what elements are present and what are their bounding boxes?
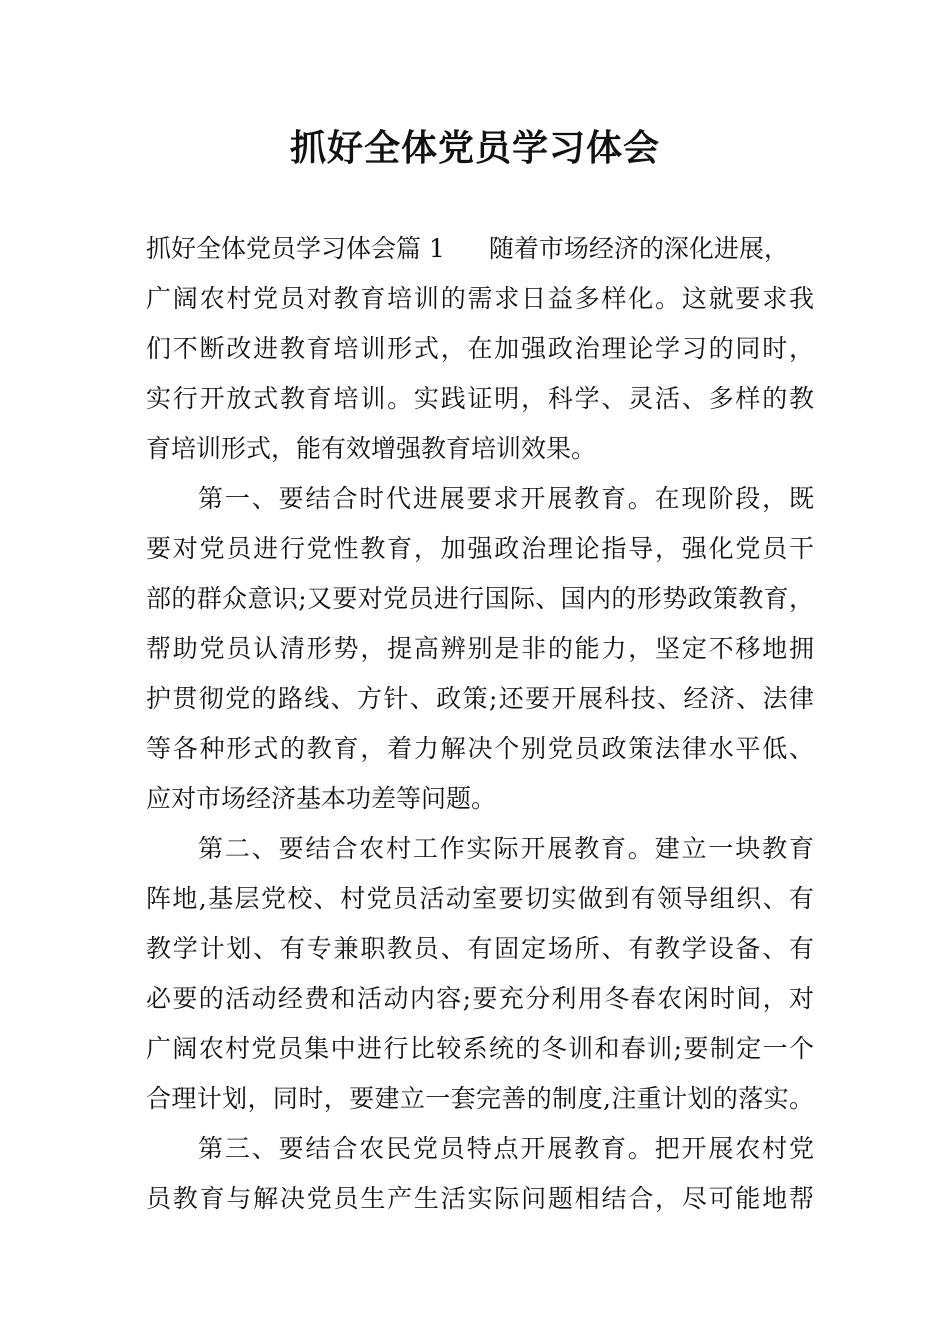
paragraph-line: 第二、要结合农村工作实际开展教育。建立一块教育 xyxy=(198,834,814,863)
document-body xyxy=(146,224,814,1224)
paragraph-line: 应对市场经济基本功差等问题。 xyxy=(146,784,497,813)
paragraph-line: 教学计划、有专兼职教员、有固定场所、有教学设备、有 xyxy=(146,934,814,963)
paragraph-line: 第三、要结合农民党员特点开展教育。把开展农村党 xyxy=(198,1134,814,1163)
paragraph-line: 帮助党员认清形势，提高辨别是非的能力，坚定不移地拥 xyxy=(146,634,814,663)
paragraph-line: 育培训形式，能有效增强教育培训效果。 xyxy=(146,434,597,463)
paragraph-line: 员教育与解决党员生产生活实际问题相结合，尽可能地帮 xyxy=(146,1184,814,1213)
paragraph-line: 部的群众意识;又要对党员进行国际、国内的形势政策教育， xyxy=(146,584,814,613)
paragraph-line: 广阔农村党员对教育培训的需求日益多样化。这就要求我 xyxy=(146,284,814,313)
paragraph-line: 等各种形式的教育，着力解决个别党员政策法律水平低、 xyxy=(146,734,814,763)
paragraph-line: 必要的活动经费和活动内容;要充分利用冬春农闲时间，对 xyxy=(146,984,814,1013)
paragraph-line xyxy=(146,224,814,274)
paragraph-line: 阵地,基层党校、村党员活动室要切实做到有领导组织、有 xyxy=(146,884,814,913)
paragraph-line: 第一、要结合时代进展要求开展教育。在现阶段，既 xyxy=(198,484,814,513)
document-title: 抓好全体党员学习体会 xyxy=(289,128,660,169)
paragraph-text: 随着市场经济的深化进展， xyxy=(488,234,789,263)
paragraph-line: 合理计划，同时，要建立一套完善的制度,注重计划的落实。 xyxy=(146,1084,814,1113)
paragraph-line: 们不断改进教育培训形式，在加强政治理论学习的同时， xyxy=(146,334,814,363)
paragraph-line: 要对党员进行党性教育，加强政治理论指导，强化党员干 xyxy=(146,534,814,563)
paragraph-line: 实行开放式教育培训。实践证明，科学、灵活、多样的教 xyxy=(146,384,814,413)
paragraph-line: 护贯彻党的路线、方针、政策;还要开展科技、经济、法律 xyxy=(146,684,814,713)
paragraph-line: 广阔农村党员集中进行比较系统的冬训和春训;要制定一个 xyxy=(146,1034,814,1063)
intro-heading: 抓好全体党员学习体会篇 1 xyxy=(146,234,445,263)
